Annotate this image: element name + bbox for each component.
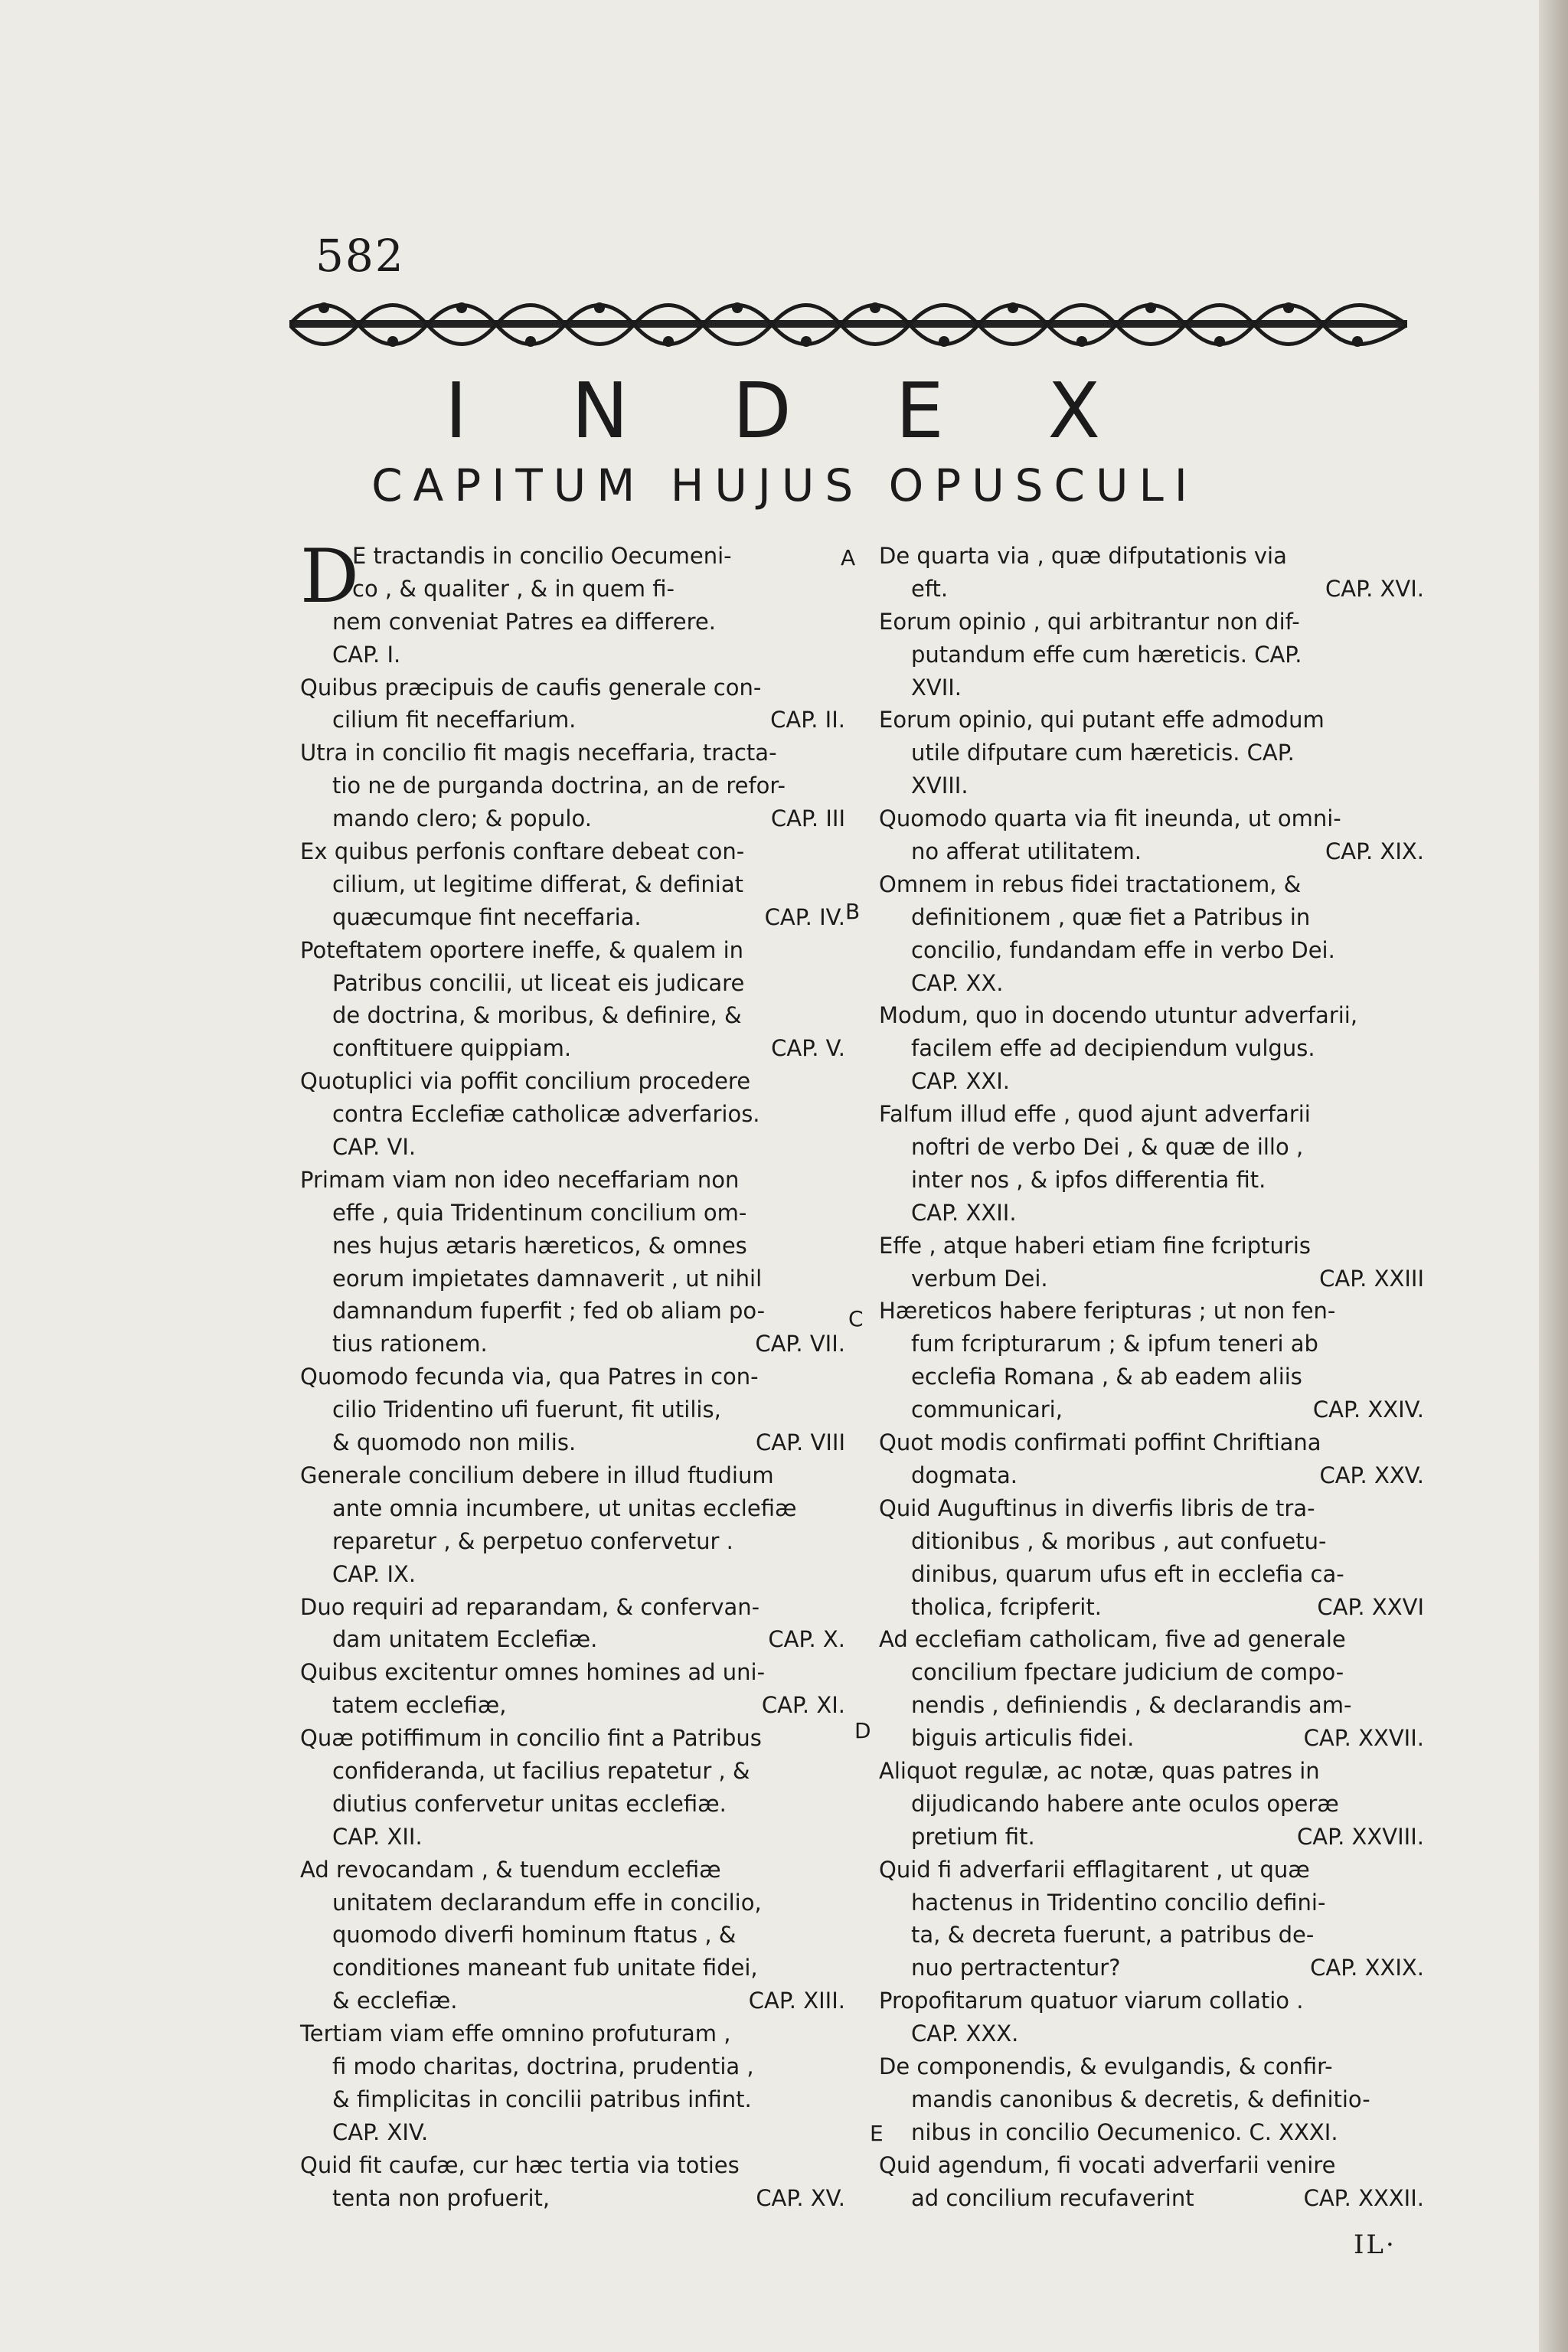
index-entry-line: dinibus, quarum ufus eft in ecclefia ca- xyxy=(911,1560,1344,1587)
index-entry-line: Quid Auguftinus in diverfis libris de tra- xyxy=(879,1494,1315,1521)
index-entry-line: noftri de verbo Dei , & quæ de illo , xyxy=(911,1134,1304,1161)
index-entry-line: no afferat utilitatem. CAP. XIX. xyxy=(911,838,1424,865)
index-entry-line: Propofitarum quatuor viarum collatio . xyxy=(879,1988,1304,2014)
index-entry-line: communicari, CAP. XXIV. xyxy=(911,1396,1424,1423)
index-entry-line: diutius confervetur unitas ecclefiæ. xyxy=(332,1790,727,1817)
margin-letter-c: C xyxy=(848,1306,864,1331)
index-entry-line: conftituere quippiam. CAP. V. xyxy=(332,1035,845,1062)
index-entry-line: Tertiam viam effe omnino profuturam , xyxy=(300,2020,731,2047)
index-entry xyxy=(300,1591,845,1657)
index-entry xyxy=(879,1492,1424,1624)
index-entry xyxy=(300,1722,845,1854)
index-entry-line: De componendis, & evulgandis, & confir- xyxy=(879,2053,1333,2079)
index-entry-line: Utra in concilio fit magis neceffaria, tracta- xyxy=(300,740,777,766)
index-entry-line: putandum effe cum hæreticis. CAP. xyxy=(911,641,1302,668)
index-entry-line: Quotuplici via poffit concilium procedere xyxy=(300,1068,751,1095)
index-entry xyxy=(300,2017,845,2149)
index-entry-line: ditionibus , & moribus , aut confuetu- xyxy=(911,1527,1327,1554)
index-entry-line: ad concilium recufaverint CAP. XXXII. xyxy=(911,2184,1424,2211)
index-entry-line: nendis , definiendis , & declarandis am- xyxy=(911,1692,1352,1719)
index-entry-line: Quomodo fecunda via, qua Patres in con- xyxy=(300,1364,759,1390)
index-entry-line: CAP. XXI. xyxy=(911,1068,1010,1095)
index-entry-line: damnandum fuperfit ; fed ob aliam po- xyxy=(332,1298,766,1325)
index-entry-line: tholica, fcripferit. CAP. XXVI xyxy=(911,1593,1424,1620)
index-entry xyxy=(879,1984,1424,2050)
index-entry xyxy=(879,1623,1424,1755)
index-subtitle: CAPITUM HUJUS OPUSCULI xyxy=(371,459,1198,511)
index-entry-line: ante omnia incumbere, ut unitas ecclefiæ xyxy=(332,1494,797,1521)
index-entry-line: Poteftatem oportere ineffe, & qualem in xyxy=(300,936,744,963)
index-entry-line: XVIII. xyxy=(911,773,969,799)
index-entry-line: utile difputare cum hæreticis. CAP. xyxy=(911,740,1295,766)
index-entry xyxy=(879,802,1424,868)
index-entry xyxy=(879,1854,1424,1985)
index-entry-line: cilio Tridentino ufi fuerunt, fit utilis, xyxy=(332,1396,721,1423)
index-entry-line: inter nos , & ipfos differentia fit. xyxy=(911,1166,1266,1193)
index-entry-line: Modum, quo in docendo utuntur adverfarii, xyxy=(879,1002,1358,1029)
index-entry-line: de doctrina, & moribus, & definire, & xyxy=(332,1002,742,1029)
index-entry-line: Quid fi adverfarii efflagitarent , ut quæ xyxy=(879,1856,1310,1883)
index-entry-line: biguis articulis fidei. CAP. XXVII. xyxy=(911,1725,1424,1752)
index-entry-line: pretium fit. CAP. XXVIII. xyxy=(911,1823,1424,1850)
index-entry-line: contra Ecclefiæ catholicæ adverfarios. xyxy=(332,1101,760,1128)
index-entry-line: XVII. xyxy=(911,674,962,701)
index-entry-line: Quot modis confirmati poffint Chriftiana xyxy=(879,1429,1321,1456)
index-entry-line: CAP. XXX. xyxy=(911,2020,1019,2047)
index-entry xyxy=(879,2050,1424,2149)
index-entry xyxy=(879,2149,1424,2215)
ornament-band-icon xyxy=(289,291,1407,360)
index-entry-line: nuo pertractentur? CAP. XXIX. xyxy=(911,1955,1424,1981)
signature-mark: IL· xyxy=(1354,2230,1396,2260)
index-entry-line: Ad ecclefiam catholicam, five ad generale xyxy=(879,1626,1346,1653)
index-entry-line: hactenus in Tridentino concilio defini- xyxy=(911,1889,1326,1916)
index-entry xyxy=(879,1295,1424,1426)
index-entry-line: ta, & decreta fuerunt, a patribus de- xyxy=(911,1922,1315,1949)
index-entry-line: Quid agendum, fi vocati adverfarii venire xyxy=(879,2151,1336,2178)
index-entry-line: & ecclefiæ. CAP. XIII. xyxy=(332,1988,845,2014)
index-entry-line: CAP. XII. xyxy=(332,1823,423,1850)
margin-letter-d: D xyxy=(854,1718,871,1743)
index-entry-line: Quæ potiffimum in concilio fint a Patribus xyxy=(300,1725,762,1752)
index-entry-line: tius rationem. CAP. VII. xyxy=(332,1331,845,1357)
index-entry-line: nibus in concilio Oecumenico. C. XXXI. xyxy=(911,2118,1338,2145)
index-entry-line: CAP. VI. xyxy=(332,1134,416,1161)
index-entry-line: Quibus præcipuis de caufis generale con- xyxy=(300,674,762,701)
page-edge xyxy=(1539,0,1568,2352)
index-entry-line: CAP. I. xyxy=(332,641,401,668)
index-entry-line: CAP. XX. xyxy=(911,969,1004,996)
index-entry-line: Ex quibus perfonis conftare debeat con- xyxy=(300,838,745,865)
page-number: 582 xyxy=(315,230,405,282)
index-entry-line: Quid fit caufæ, cur hæc tertia via toties xyxy=(300,2151,740,2178)
index-entry xyxy=(879,1098,1424,1230)
index-entry-line: dogmata. CAP. XXV. xyxy=(911,1462,1424,1488)
index-entry-line: mandis canonibus & decretis, & definitio- xyxy=(911,2086,1370,2112)
index-entry-line: Eorum opinio, qui putant effe admodum xyxy=(879,707,1325,733)
index-entry xyxy=(879,540,1424,606)
index-entry-line: Patribus concilii, ut liceat eis judicare xyxy=(332,969,745,996)
index-entry xyxy=(300,1361,845,1459)
index-entry-line: E tractandis in concilio Oecumeni- xyxy=(352,543,732,569)
left-column xyxy=(300,534,845,2214)
index-entry xyxy=(300,671,845,737)
index-entry-line: dam unitatem Ecclefiæ. CAP. X. xyxy=(332,1626,845,1653)
index-entry-line: & fimplicitas in concilii patribus infint. xyxy=(332,2086,752,2112)
index-entry-line: Quomodo quarta via fit ineunda, ut omni- xyxy=(879,805,1341,832)
margin-letter-b: B xyxy=(845,899,861,924)
index-entry-line: unitatem declarandum effe in concilio, xyxy=(332,1889,762,1916)
index-entry xyxy=(300,934,845,1066)
margin-letter-e: E xyxy=(870,2121,884,2146)
index-entry-line: reparetur , & perpetuo confervetur . xyxy=(332,1527,733,1554)
index-entry-line: mando clero; & populo. CAP. III xyxy=(332,805,845,832)
index-entry-line: concilio, fundandam effe in verbo Dei. xyxy=(911,936,1335,963)
index-entry-line: CAP. XIV. xyxy=(332,2118,429,2145)
index-entry xyxy=(879,1230,1424,1295)
index-entry xyxy=(879,999,1424,1098)
index-entry xyxy=(300,1065,845,1164)
index-entry-line: tatem ecclefiæ, CAP. XI. xyxy=(332,1692,845,1719)
index-entry-line: conditiones maneant fub unitate fidei, xyxy=(332,1955,758,1981)
index-entry-line: co , & qualiter , & in quem fi- xyxy=(352,575,675,602)
index-entry xyxy=(879,1755,1424,1854)
index-entry-line: ecclefia Romana , & ab eadem aliis xyxy=(911,1364,1302,1390)
index-entry-line: facilem effe ad decipiendum vulgus. xyxy=(911,1035,1315,1062)
index-entry xyxy=(300,737,845,835)
index-entry xyxy=(879,704,1424,802)
index-entry xyxy=(879,868,1424,1000)
index-entry xyxy=(300,1164,845,1361)
index-entry-line: Hæreticos habere feripturas ; ut non fen- xyxy=(879,1298,1336,1325)
index-entry-line: cilium fit neceffarium. CAP. II. xyxy=(332,707,845,733)
margin-letter-a: A xyxy=(841,545,856,570)
index-entry-line: cilium, ut legitime differat, & definiat xyxy=(332,871,743,897)
index-entry-line: verbum Dei. CAP. XXIII xyxy=(911,1265,1424,1292)
index-entry-line: Generale concilium debere in illud ftudium xyxy=(300,1462,774,1488)
index-entry-line: & quomodo non milis. CAP. VIII xyxy=(332,1429,845,1456)
index-entry-line: Primam viam non ideo neceffariam non xyxy=(300,1166,740,1193)
index-entry-line: Ad revocandam , & tuendum ecclefiæ xyxy=(300,1856,721,1883)
index-entry-line: Quibus excitentur omnes homines ad uni- xyxy=(300,1659,766,1686)
index-entry xyxy=(300,534,845,671)
index-entry-line: confideranda, ut facilius repatetur , & xyxy=(332,1757,750,1784)
index-entry-line: quomodo diverfi hominum ftatus , & xyxy=(332,1922,737,1949)
index-entry xyxy=(300,1854,845,2017)
index-entry xyxy=(300,1459,845,1591)
index-entry-line: Effe , atque haberi etiam fine fcripturis xyxy=(879,1232,1311,1259)
index-entry-line: Aliquot regulæ, ac notæ, quas patres in xyxy=(879,1757,1320,1784)
index-entry-line: fi modo charitas, doctrina, prudentia , xyxy=(332,2053,754,2079)
index-entry-line: CAP. XXII. xyxy=(911,1199,1017,1226)
index-entry-line: tio ne de purganda doctrina, an de refor- xyxy=(332,773,786,799)
index-entry xyxy=(879,1426,1424,1492)
index-entry-line: Duo requiri ad reparandam, & confervan- xyxy=(300,1593,760,1620)
index-entry-line: concilium fpectare judicium de compo- xyxy=(911,1659,1344,1686)
index-entry-line: Omnem in rebus fidei tractationem, & xyxy=(879,871,1302,897)
index-entry-line: De quarta via , quæ difputationis via xyxy=(879,543,1287,569)
index-entry xyxy=(300,835,845,934)
index-entry xyxy=(879,606,1424,704)
index-entry-line: definitionem , quæ fiet a Patribus in xyxy=(911,903,1311,930)
index-entry-line: quæcumque fint neceffaria. CAP. IV. xyxy=(332,903,845,930)
index-entry-line: Falfum illud effe , quod ajunt adverfarii xyxy=(879,1101,1311,1128)
index-entry-line: CAP. IX. xyxy=(332,1560,416,1587)
index-entry-line: tenta non profuerit, CAP. XV. xyxy=(332,2184,845,2211)
index-entry-line: effe , quia Tridentinum concilium om- xyxy=(332,1199,747,1226)
index-title: I N D E X xyxy=(444,366,1141,456)
index-entry-line: nes hujus ætaris hæreticos, & omnes xyxy=(332,1232,747,1259)
index-entry-line: eorum impietates damnaverit , ut nihil xyxy=(332,1265,763,1292)
index-entry xyxy=(300,1656,845,1722)
index-entry xyxy=(300,2149,845,2215)
index-entry-line: nem conveniat Patres ea differere. xyxy=(332,608,716,635)
index-entry-line: fum fcripturarum ; & ipfum teneri ab xyxy=(911,1331,1318,1357)
index-entry-line: dijudicando habere ante oculos operæ xyxy=(911,1790,1339,1817)
drop-cap: D xyxy=(300,534,359,619)
index-entry-line: eft. CAP. XVI. xyxy=(911,575,1424,602)
right-column xyxy=(879,540,1424,2214)
index-entry-line: Eorum opinio , qui arbitrantur non dif- xyxy=(879,608,1300,635)
